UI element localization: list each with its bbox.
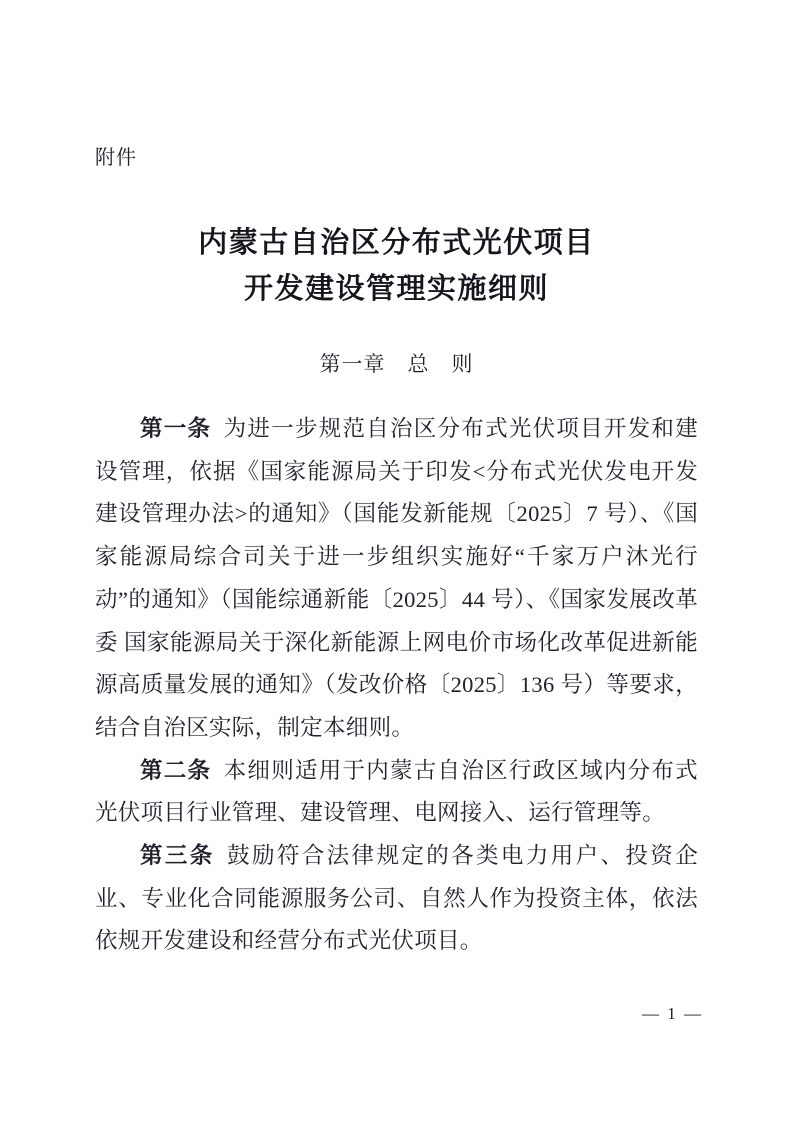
page-number: — 1 — — [642, 1004, 703, 1023]
chapter-heading: 第一章 总 则 — [319, 352, 474, 376]
article-2-text: 本细则适用于内蒙古自治区行政区域内分布式光伏项目行业管理、建设管理、电网接入、运行管理等。 — [95, 757, 698, 826]
article-1-text: 为进一步规范自治区分布式光伏项目开发和建设管理，依据《国家能源局关于印发<分布式光伏发电开发建设管理办法>的通知》（国能发新能规〔2025〕7 号）、《国家能源局综合司关于进一步组织实施好“千家万户沐光行动”的通知》（国能综通新能〔2025〕44 号）、《国家发展改革委 国家能源局关于深化新能源上网电价市场化改革促进新能源高质量发展的通知》（发改价格〔2025〕136 号）等要求，结合自治区实际，制定本细则。 — [95, 416, 698, 740]
article-3-text: 鼓励符合法律规定的各类电力用户、投资企业、专业化合同能源服务公司、自然人作为投资主体，依法依规开发建设和经营分布式光伏项目。 — [95, 843, 699, 954]
article-3-lead: 第三条 — [140, 843, 215, 869]
attachment-label: 附件 — [95, 147, 137, 169]
document-title — [95, 220, 698, 312]
article-3 — [95, 835, 698, 963]
document-title-line2: 开发建设管理实施细则 — [243, 273, 549, 305]
article-2-lead: 第二条 — [140, 757, 212, 783]
document-title-line1: 内蒙古自治区分布式光伏项目 — [198, 227, 595, 259]
article-1 — [95, 408, 698, 750]
article-1-lead: 第一条 — [140, 416, 212, 441]
article-2 — [95, 750, 698, 835]
document-body — [95, 408, 698, 963]
